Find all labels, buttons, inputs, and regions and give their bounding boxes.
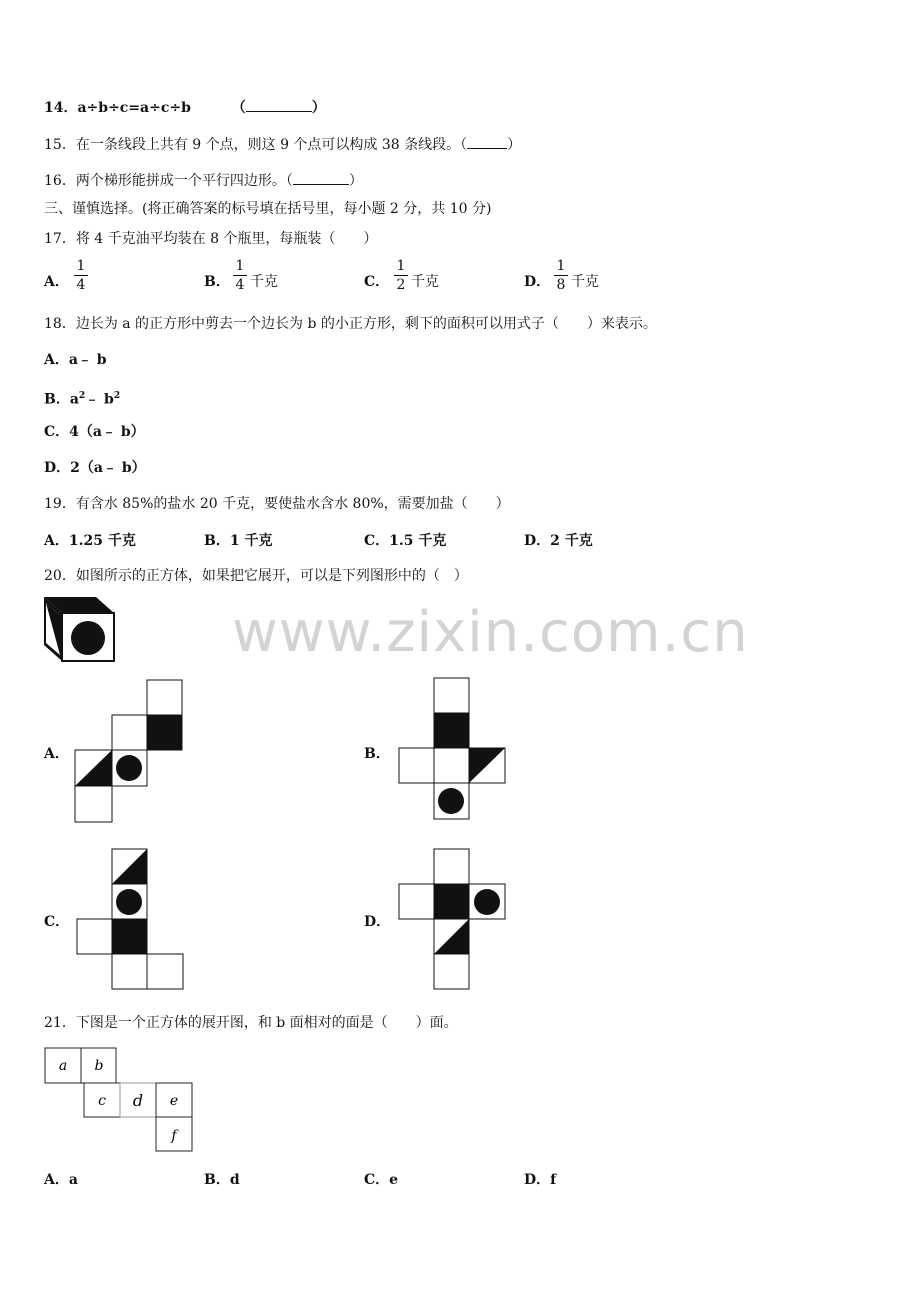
option-a-label[interactable]: A． bbox=[44, 274, 69, 290]
net-option-d[interactable] bbox=[398, 848, 508, 992]
question-20-stem: 20．如图所示的正方体，如果把它展开，可以是下列图形中的（ ） bbox=[44, 568, 468, 584]
option-b-label[interactable]: B． bbox=[204, 274, 230, 290]
unit-kg: 千克 bbox=[411, 274, 439, 290]
fraction-one-half: 1 2 bbox=[394, 258, 408, 293]
net-option-a[interactable] bbox=[74, 679, 184, 823]
net-option-b[interactable] bbox=[398, 677, 508, 821]
answer-blank-16[interactable] bbox=[293, 170, 349, 185]
option-d-label[interactable]: D． bbox=[364, 914, 391, 930]
net-option-c[interactable] bbox=[76, 848, 186, 992]
question-14-text: 14．a÷b÷c=a÷c÷b bbox=[44, 100, 191, 116]
answer-blank-15[interactable] bbox=[467, 134, 507, 149]
option-d-label[interactable]: D． bbox=[524, 274, 551, 290]
option-c-label[interactable]: C． bbox=[364, 274, 390, 290]
option-d[interactable]: D．f bbox=[524, 1172, 557, 1188]
face-a-label: a bbox=[58, 1058, 68, 1074]
question-16 bbox=[44, 170, 363, 190]
face-b-label: b bbox=[94, 1058, 104, 1074]
face-f-label: f bbox=[171, 1128, 177, 1144]
unit-kg: 千克 bbox=[571, 274, 599, 290]
question-19-stem: 19．有含水 85%的盐水 20 千克，要使盐水含水 80%，需要加盐（ ） bbox=[44, 496, 510, 512]
option-c[interactable]: C．1.5 千克 bbox=[364, 533, 447, 549]
option-d[interactable]: D．2（a﹣ b） bbox=[44, 460, 146, 476]
option-a-label[interactable]: A． bbox=[44, 746, 69, 762]
unit-kg: 千克 bbox=[250, 274, 278, 290]
question-18-stem: 18．边长为 a 的正方形中剪去一个边长为 b 的小正方形，剩下的面积可以用式子（ ）来表示。 bbox=[44, 316, 657, 332]
option-b[interactable]: B．$a^2﹣$ $b^2$ bbox=[44, 391, 121, 408]
question-21-stem: 21．下图是一个正方体的展开图，和 b 面相对的面是（ ）面。 bbox=[44, 1015, 458, 1031]
option-b[interactable]: B．d bbox=[204, 1172, 240, 1188]
option-a[interactable]: A．1.25 千克 bbox=[44, 533, 136, 549]
fraction-one-eighth: 1 8 bbox=[554, 258, 568, 293]
question-15 bbox=[44, 134, 521, 154]
paren-close: ） bbox=[311, 100, 326, 116]
question-14 bbox=[44, 97, 326, 117]
paren-close: ） bbox=[507, 137, 522, 153]
option-c[interactable]: C．e bbox=[364, 1172, 399, 1188]
fraction-one-quarter: 1 4 bbox=[74, 258, 88, 293]
option-b[interactable]: B．1 千克 bbox=[204, 533, 273, 549]
question-17-stem: 17．将 4 千克油平均装在 8 个瓶里，每瓶装（ ） bbox=[44, 231, 378, 247]
option-c-label[interactable]: C． bbox=[44, 914, 70, 930]
cube-net-lettered bbox=[44, 1047, 194, 1153]
watermark: www.zixin.com.cn bbox=[232, 600, 749, 665]
option-a[interactable]: A．a bbox=[44, 1172, 78, 1188]
section-3-heading: 三、谨慎选择。(将正确答案的标号填在括号里，每小题 2 分，共 10 分) bbox=[44, 201, 492, 217]
fraction-one-quarter: 1 4 bbox=[233, 258, 247, 293]
paren-open: （ bbox=[231, 100, 246, 116]
face-e-label: e bbox=[169, 1093, 179, 1109]
answer-blank-14[interactable] bbox=[246, 97, 312, 112]
option-a[interactable]: A．a﹣ b bbox=[44, 352, 107, 368]
question-16-text: 16．两个梯形能拼成一个平行四边形。（ bbox=[44, 173, 293, 189]
face-d-label: d bbox=[132, 1091, 144, 1110]
option-c[interactable]: C．4（a﹣ b） bbox=[44, 424, 145, 440]
cube-figure bbox=[44, 597, 116, 663]
paren-close: ） bbox=[348, 173, 363, 189]
face-c-label: c bbox=[98, 1093, 106, 1109]
question-15-text: 15．在一条线段上共有 9 个点，则这 9 个点可以构成 38 条线段。（ bbox=[44, 137, 468, 153]
option-d[interactable]: D．2 千克 bbox=[524, 533, 593, 549]
option-b-label[interactable]: B． bbox=[364, 746, 390, 762]
